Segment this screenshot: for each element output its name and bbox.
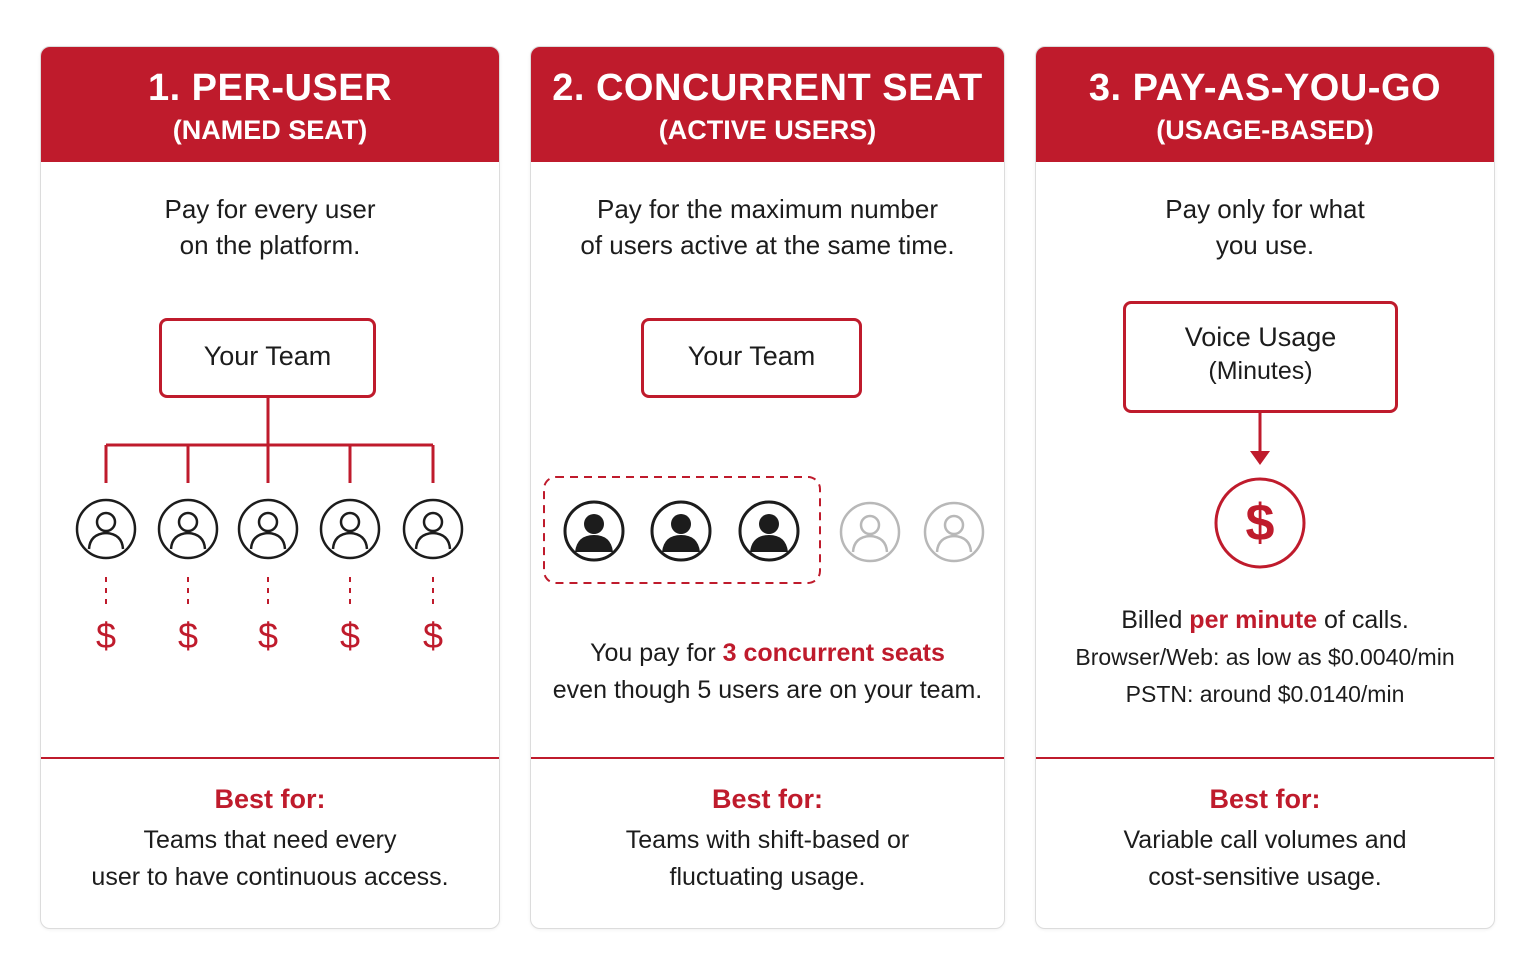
section-divider bbox=[531, 757, 1004, 759]
active-user-icon bbox=[565, 502, 623, 560]
user-icon bbox=[841, 503, 899, 561]
coin-dollar-symbol: $ bbox=[1245, 494, 1275, 552]
user-icon bbox=[321, 500, 379, 558]
dollar-icon: $ bbox=[95, 615, 117, 656]
dollar-icon: $ bbox=[177, 615, 199, 656]
card-subtitle: (NAMED SEAT) bbox=[172, 115, 368, 145]
your-team-box: Your Team bbox=[641, 318, 862, 398]
concurrent-note: You pay for 3 concurrent seats even though 5 users are on your team. bbox=[552, 639, 983, 704]
best-for-text: Variable call volumes and cost-sensitive usage. bbox=[1123, 826, 1407, 891]
card-description: Pay for the maximum number of users active at the same time. bbox=[580, 194, 955, 260]
best-for-text: Teams that need every user to have continuous access. bbox=[91, 826, 449, 891]
best-for-heading: Best for: bbox=[214, 784, 326, 814]
voice-usage-box: Voice Usage (Minutes) bbox=[1123, 301, 1398, 413]
section-divider bbox=[41, 757, 499, 759]
card-description: Pay only for what you use. bbox=[1165, 194, 1365, 260]
concurrent-seat-card bbox=[530, 46, 1005, 929]
dollar-icon: $ bbox=[257, 615, 279, 656]
best-for-heading: Best for: bbox=[1209, 784, 1321, 814]
cost-dash-lines bbox=[106, 577, 433, 609]
card-title: 1. PER-USER bbox=[147, 67, 393, 109]
card-title: 2. CONCURRENT SEAT bbox=[552, 67, 983, 109]
user-icon bbox=[159, 500, 217, 558]
user-icon bbox=[404, 500, 462, 558]
user-icon bbox=[239, 500, 297, 558]
card-description: Pay for every user on the platform. bbox=[164, 194, 376, 260]
pay-as-you-go-card bbox=[1035, 46, 1495, 929]
active-user-icon bbox=[740, 502, 798, 560]
card-title: 3. PAY-AS-YOU-GO bbox=[1088, 67, 1442, 109]
your-team-box: Your Team bbox=[159, 318, 376, 398]
billing-highlight: per minute bbox=[1189, 606, 1318, 634]
seat-count-highlight: 3 concurrent seats bbox=[722, 639, 945, 667]
best-for-heading: Best for: bbox=[711, 784, 823, 814]
browser-rate: Browser/Web: as low as $0.0040/min bbox=[1075, 644, 1455, 670]
pstn-rate: PSTN: around $0.0140/min bbox=[1125, 681, 1405, 707]
best-for-text: Teams with shift-based or fluctuating usage. bbox=[625, 826, 910, 891]
active-user-icon bbox=[652, 502, 710, 560]
card-subtitle: (USAGE-BASED) bbox=[1156, 115, 1374, 145]
dollar-icon: $ bbox=[422, 615, 444, 656]
user-icon bbox=[925, 503, 983, 561]
flow-arrow-head bbox=[1250, 451, 1270, 465]
user-icon bbox=[77, 500, 135, 558]
billing-details: Billed per minute of calls. Browser/Web: as low as $0.0040/min PSTN: around $0.0140/min bbox=[1036, 602, 1494, 713]
per-user-card bbox=[40, 46, 500, 929]
section-divider bbox=[1036, 757, 1494, 759]
tree-drop-lines bbox=[106, 445, 433, 483]
dollar-icon: $ bbox=[339, 615, 361, 656]
card-subtitle: (ACTIVE USERS) bbox=[658, 115, 877, 145]
